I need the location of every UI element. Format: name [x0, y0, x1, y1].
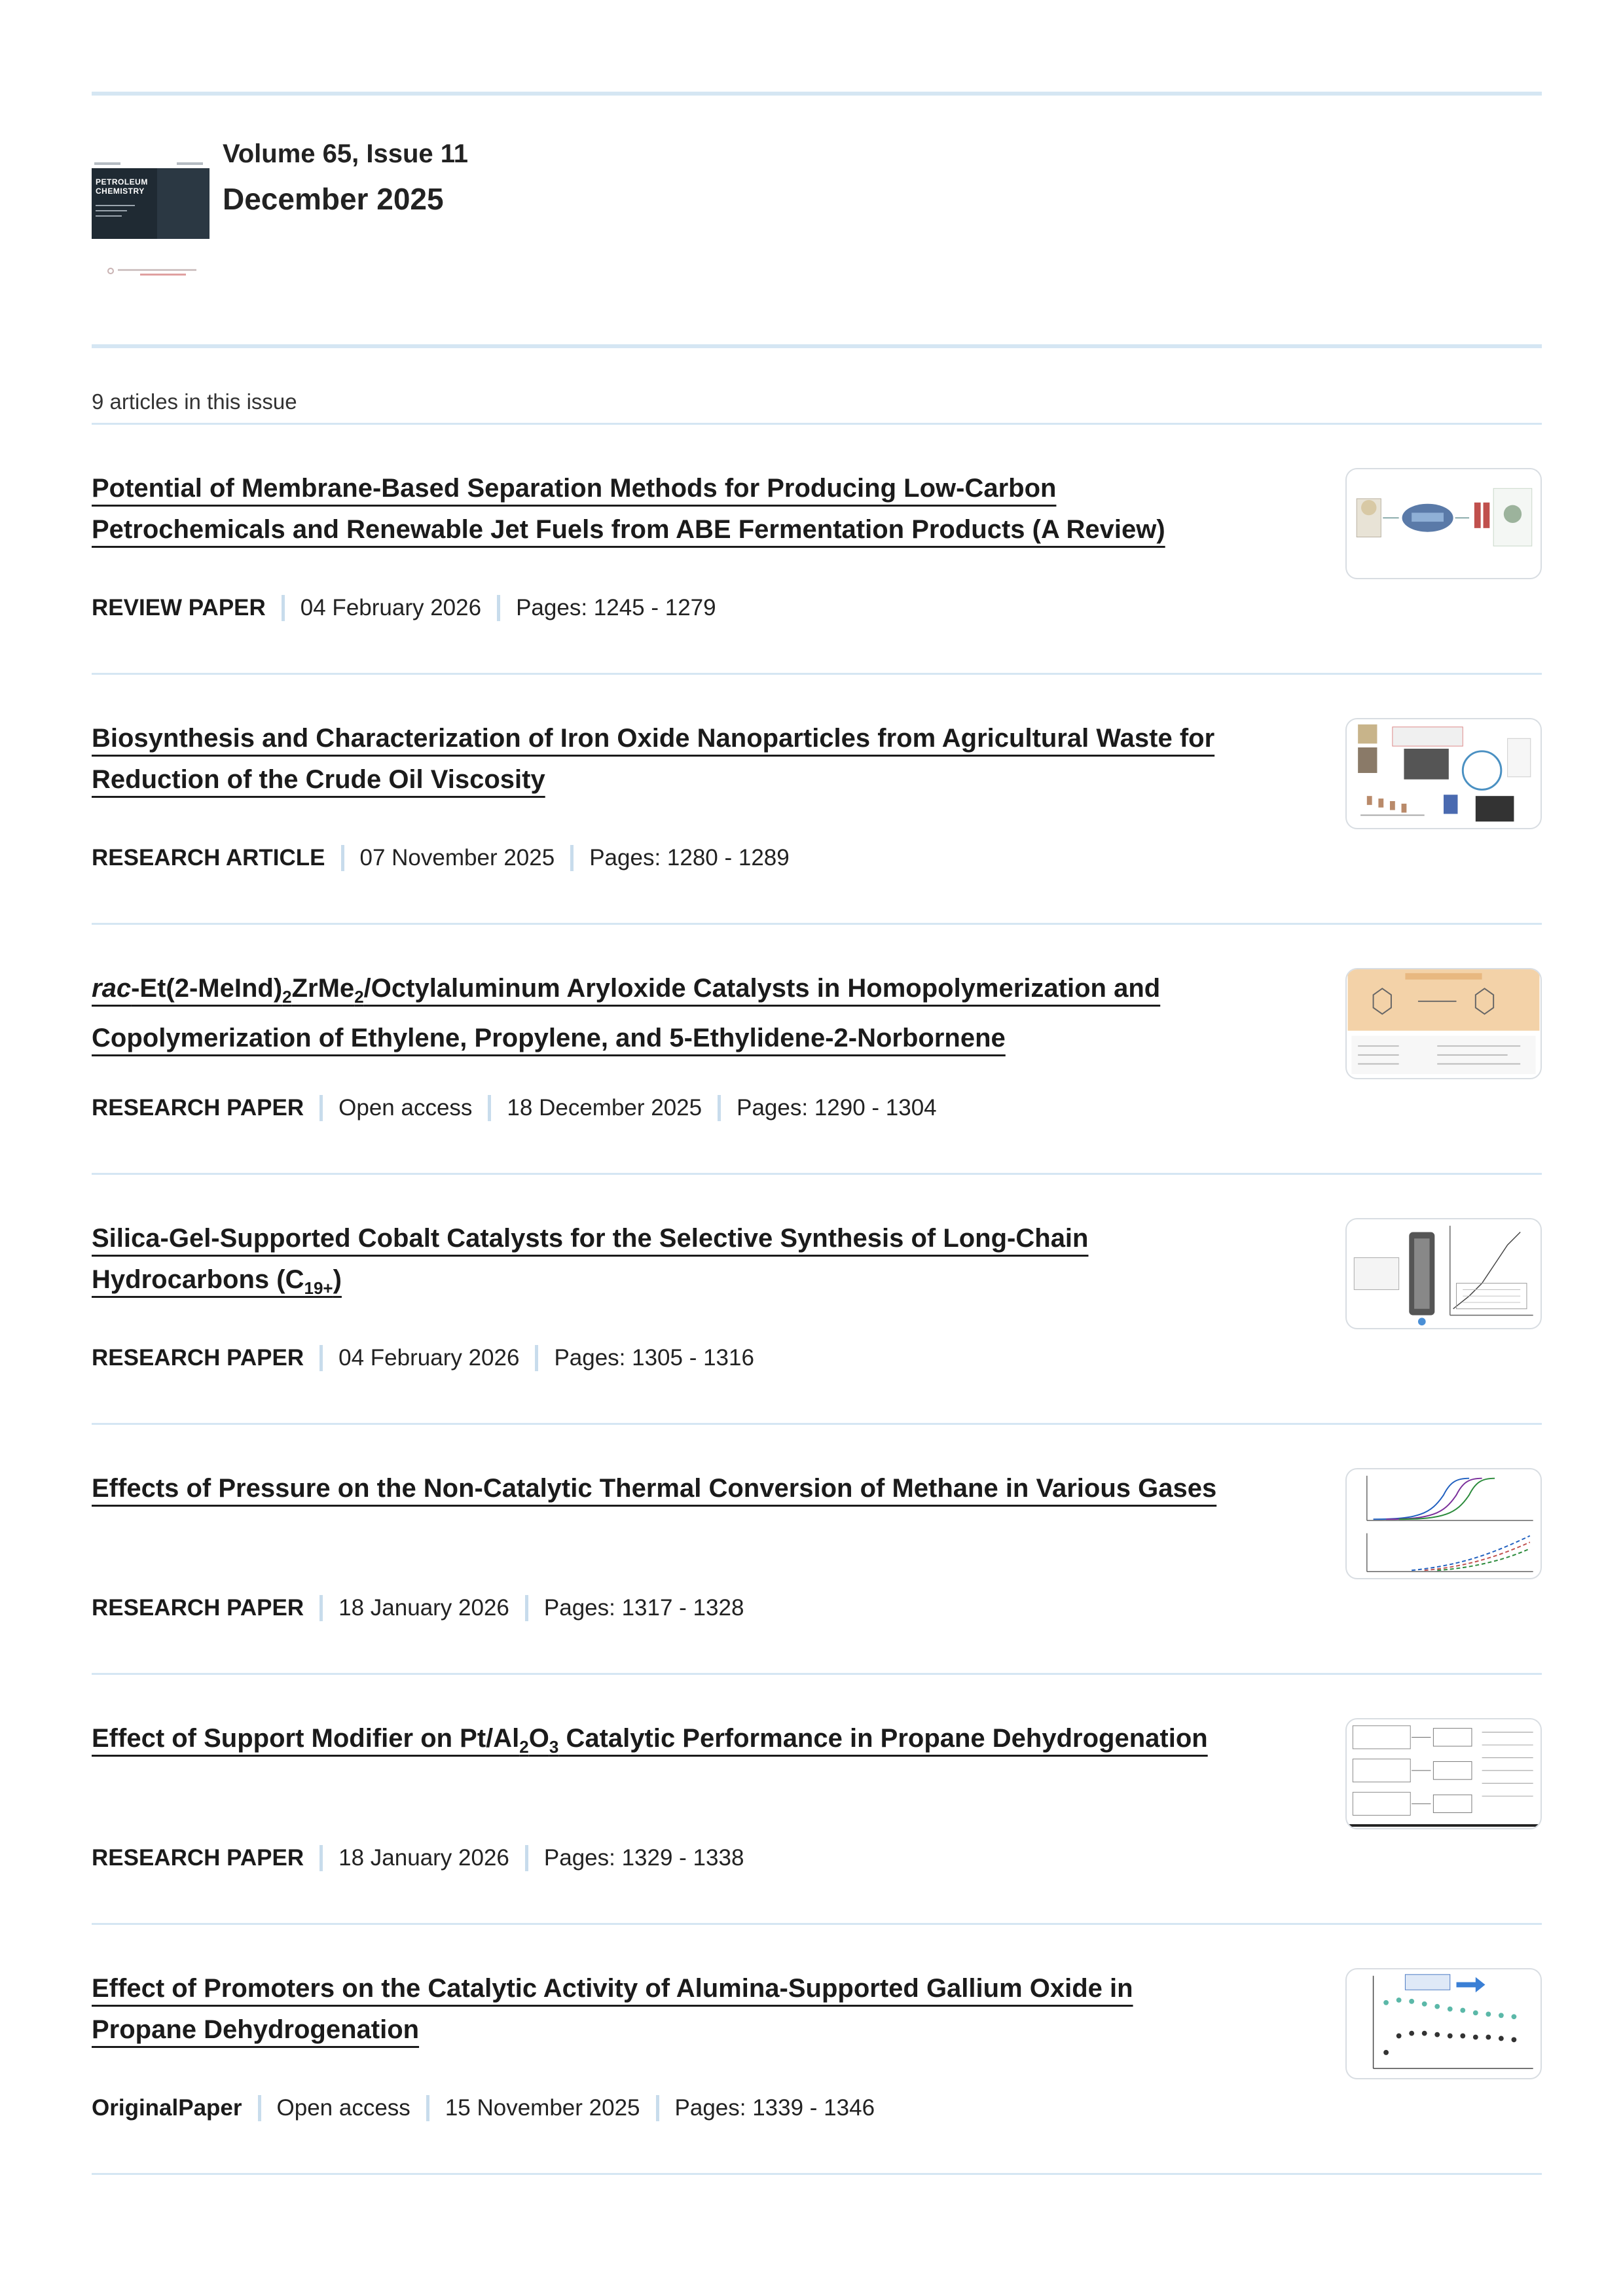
- title-line[interactable]: Propane Dehydrogenation: [92, 2015, 420, 2044]
- publication-date: 04 February 2026: [338, 1345, 520, 1371]
- meta-separator: [525, 1595, 528, 1621]
- title-line[interactable]: Silica-Gel-Supported Cobalt Catalysts for the Selective Synthesis of Long-Chain: [92, 1224, 1089, 1253]
- article-meta: [92, 1095, 937, 1121]
- article-item: [92, 1468, 1542, 1717]
- article-divider: [92, 1173, 1542, 1175]
- page-range: Pages: 1290 - 1304: [737, 1095, 937, 1121]
- top-divider: [92, 92, 1542, 96]
- title-line[interactable]: Hydrocarbons $(C_{19+})$: [92, 1265, 342, 1298]
- page-range: Pages: 1245 - 1279: [516, 595, 716, 620]
- meta-separator: [535, 1345, 538, 1371]
- meta-separator: [341, 845, 344, 871]
- publisher-logo-icon: [107, 265, 199, 278]
- title-line[interactable]: Potential of Membrane-Based Separation Methods for Producing Low-Carbon: [92, 474, 1057, 503]
- article-meta: [92, 1345, 754, 1371]
- article-type: RESEARCH PAPER: [92, 1845, 304, 1871]
- meta-separator: [258, 2095, 261, 2121]
- article-meta: [92, 845, 790, 871]
- open-access-label: Open access: [338, 1095, 473, 1121]
- publication-date: 18 January 2026: [338, 1595, 509, 1621]
- article-title-link[interactable]: [92, 1968, 1322, 2051]
- title-line[interactable]: Reduction of the Crude Oil Viscosity: [92, 765, 545, 794]
- meta-separator: [497, 595, 500, 621]
- graphical-abstract-thumbnail[interactable]: [1345, 1968, 1542, 2079]
- article-item: [92, 718, 1542, 967]
- cover-line: [96, 210, 127, 211]
- article-title-link[interactable]: [92, 968, 1322, 1059]
- meta-separator: [426, 2095, 429, 2121]
- article-item: [92, 1718, 1542, 1967]
- cover-band: [157, 168, 210, 239]
- article-divider: [92, 1423, 1542, 1425]
- meta-separator: [319, 1345, 323, 1371]
- page-range: Pages: 1305 - 1316: [554, 1345, 754, 1371]
- graphical-abstract-thumbnail[interactable]: [1345, 468, 1542, 579]
- meta-separator: [319, 1095, 323, 1121]
- graphical-abstract-thumbnail[interactable]: [1345, 1718, 1542, 1829]
- article-type: OriginalPaper: [92, 2095, 242, 2121]
- article-meta: [92, 1845, 744, 1871]
- header-divider: [92, 344, 1542, 348]
- title-line[interactable]: rac-$Et(2-MeInd)_2ZrMe_2$/Octylaluminum Aryloxide Catalysts in Homopolymerization and: [92, 974, 1161, 1007]
- article-divider: [92, 673, 1542, 675]
- meta-separator: [488, 1095, 491, 1121]
- list-divider: [92, 423, 1542, 425]
- article-title-link[interactable]: [92, 1218, 1322, 1309]
- issue-date: December 2025: [223, 182, 444, 216]
- article-item: [92, 968, 1542, 1217]
- title-line[interactable]: Biosynthesis and Characterization of Iron Oxide Nanoparticles from Agricultural Waste for: [92, 724, 1215, 753]
- meta-separator: [718, 1095, 721, 1121]
- graphical-abstract-thumbnail[interactable]: [1345, 968, 1542, 1079]
- meta-separator: [319, 1595, 323, 1621]
- publication-date: 07 November 2025: [359, 845, 555, 870]
- article-type: RESEARCH PAPER: [92, 1095, 304, 1121]
- graphical-abstract-thumbnail[interactable]: [1345, 1218, 1542, 1329]
- page-range: Pages: 1317 - 1328: [543, 1595, 744, 1621]
- meta-separator: [570, 845, 574, 871]
- publication-date: 15 November 2025: [445, 2095, 640, 2121]
- publication-date: 04 February 2026: [300, 595, 482, 620]
- title-line[interactable]: Effects of Pressure on the Non-Catalytic Thermal Conversion of Methane in Various Gases: [92, 1474, 1217, 1503]
- volume-issue: Volume 65, Issue 11: [223, 139, 469, 168]
- publication-date: 18 December 2025: [507, 1095, 702, 1121]
- publication-date: 18 January 2026: [338, 1845, 509, 1871]
- article-item: [92, 468, 1542, 717]
- cover-header-strip: [92, 160, 210, 168]
- article-divider: [92, 923, 1542, 925]
- cover-line: [96, 215, 122, 217]
- article-divider: [92, 1923, 1542, 1925]
- article-divider: [92, 2173, 1542, 2175]
- article-meta: [92, 595, 716, 621]
- title-line[interactable]: Effect of Support Modifier on $Pt/Al_2O_3$ Catalytic Performance in Propane Dehydrogenation: [92, 1724, 1208, 1757]
- article-meta: [92, 1595, 744, 1621]
- meta-separator: [525, 1845, 528, 1871]
- cover-title: PETROLEUM CHEMISTRY: [96, 177, 148, 196]
- article-type: REVIEW PAPER: [92, 595, 266, 620]
- meta-separator: [319, 1845, 323, 1871]
- page-range: Pages: 1339 - 1346: [674, 2095, 875, 2121]
- title-line[interactable]: Effect of Promoters on the Catalytic Activity of Alumina-Supported Gallium Oxide in: [92, 1974, 1133, 2003]
- article-type: RESEARCH PAPER: [92, 1345, 304, 1371]
- article-title-link[interactable]: [92, 1718, 1322, 1768]
- meta-separator: [656, 2095, 659, 2121]
- title-line[interactable]: Petrochemicals and Renewable Jet Fuels from ABE Fermentation Products (A Review): [92, 515, 1165, 544]
- graphical-abstract-thumbnail[interactable]: [1345, 1468, 1542, 1579]
- article-title-link[interactable]: [92, 718, 1322, 800]
- issue-header: [92, 128, 877, 291]
- journal-cover-thumbnail[interactable]: [92, 160, 210, 239]
- article-item: [92, 1968, 1542, 2217]
- article-type: RESEARCH PAPER: [92, 1595, 304, 1621]
- article-meta: [92, 2095, 875, 2121]
- meta-separator: [282, 595, 285, 621]
- page-range: Pages: 1329 - 1338: [543, 1845, 744, 1871]
- article-type: RESEARCH ARTICLE: [92, 845, 325, 870]
- article-divider: [92, 1673, 1542, 1675]
- article-title-link[interactable]: [92, 468, 1322, 550]
- article-count: 9 articles in this issue: [92, 389, 297, 414]
- cover-line: [96, 205, 135, 206]
- title-line[interactable]: Copolymerization of Ethylene, Propylene, and 5-Ethylidene-2-Norbornene: [92, 1024, 1006, 1052]
- open-access-label: Open access: [276, 2095, 410, 2121]
- article-title-link[interactable]: [92, 1468, 1322, 1509]
- graphical-abstract-thumbnail[interactable]: [1345, 718, 1542, 829]
- article-item: [92, 1218, 1542, 1467]
- page-range: Pages: 1280 - 1289: [589, 845, 790, 870]
